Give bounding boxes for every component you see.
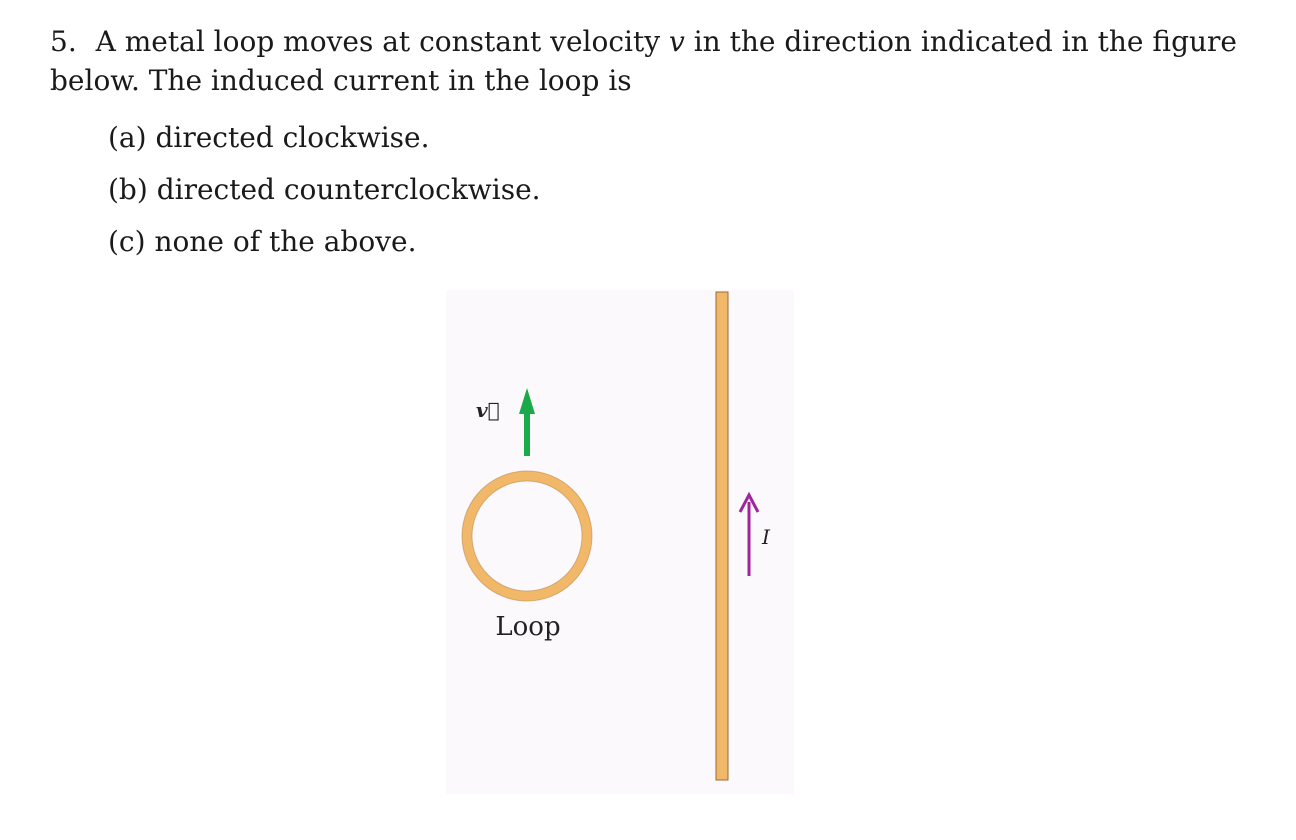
- option-a: [108, 112, 541, 164]
- current-wire: [716, 292, 728, 780]
- option-c-letter: (c): [108, 225, 146, 258]
- option-a-letter: (a): [108, 121, 147, 154]
- option-c-text: none of the above.: [154, 225, 417, 258]
- loop-label: Loop: [495, 612, 561, 642]
- velocity-label: v⃗: [476, 398, 500, 422]
- option-a-text: directed clockwise.: [155, 121, 430, 154]
- velocity-variable: v: [668, 25, 685, 58]
- question-text-part-2: in the direction indicated in the figure below. The induced current in the loop is: [50, 25, 1237, 97]
- figure-svg: [446, 290, 794, 794]
- question-number: 5.: [50, 25, 77, 58]
- current-label: I: [762, 525, 770, 549]
- figure: [446, 290, 794, 794]
- figure-background: [446, 290, 794, 794]
- option-b-letter: (b): [108, 173, 148, 206]
- question-text: [50, 22, 1250, 100]
- option-c: [108, 216, 541, 268]
- option-b: [108, 164, 541, 216]
- answer-options: [108, 112, 541, 268]
- option-b-text: directed counterclockwise.: [156, 173, 541, 206]
- question-text-part-1: A metal loop moves at constant velocity: [95, 25, 661, 58]
